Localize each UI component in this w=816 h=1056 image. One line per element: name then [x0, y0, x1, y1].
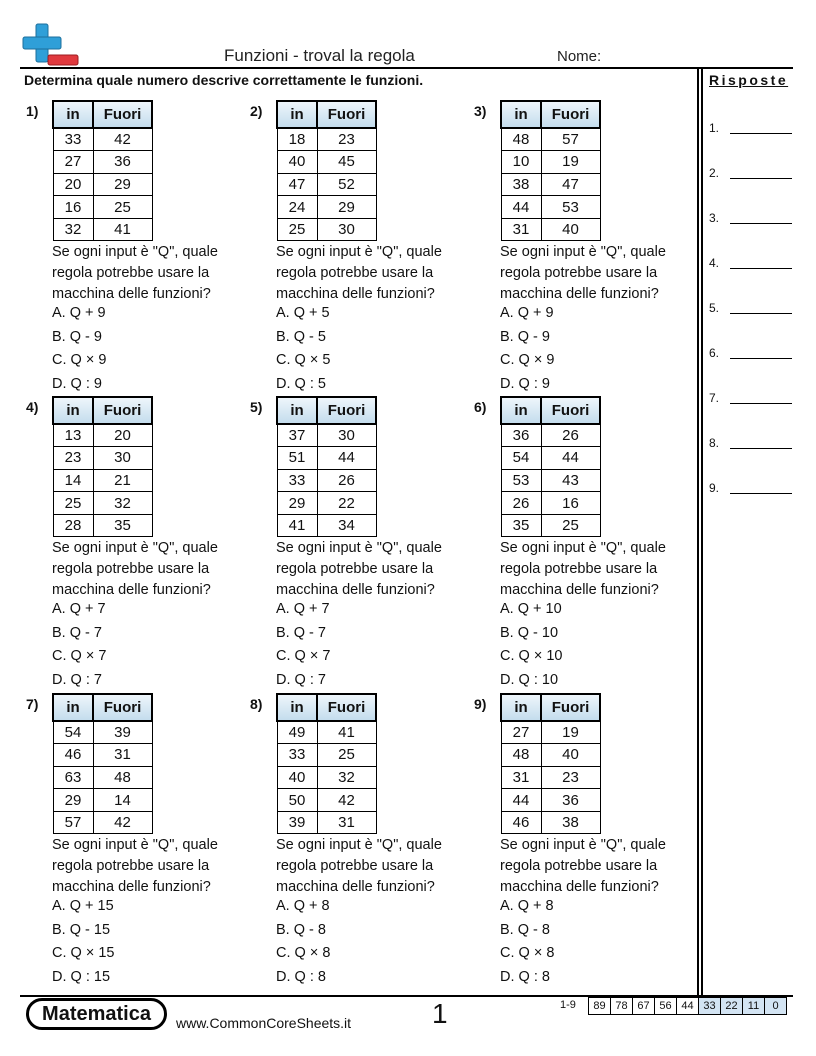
output-cell: 30: [317, 218, 376, 241]
input-cell: 39: [277, 811, 317, 834]
column-header-out: Fuori: [541, 101, 600, 128]
answer-line[interactable]: [709, 391, 793, 405]
output-cell: 48: [93, 766, 152, 789]
question-text: Se ogni input è "Q", quale regola potrebbe usare la macchina delle funzioni?: [276, 540, 442, 598]
column-header-out: Fuori: [93, 101, 152, 128]
answer-option[interactable]: B. Q - 8: [276, 921, 326, 938]
table-row: [501, 469, 600, 492]
output-cell: 31: [93, 744, 152, 767]
answer-blank[interactable]: [730, 493, 792, 494]
column-header-in: in: [53, 397, 93, 424]
problem-2: [250, 100, 465, 396]
table-row: [53, 173, 152, 196]
output-cell: 42: [93, 128, 152, 151]
function-table: [276, 693, 377, 834]
table-row: [277, 128, 376, 151]
output-cell: 21: [93, 469, 152, 492]
column-header-in: in: [53, 694, 93, 721]
answer-option[interactable]: C. Q × 15: [52, 945, 115, 961]
function-table: [52, 693, 153, 834]
table-row: [277, 514, 376, 537]
column-header-in: in: [501, 397, 541, 424]
output-cell: 25: [541, 514, 600, 537]
input-cell: 44: [501, 789, 541, 812]
output-cell: 19: [541, 721, 600, 744]
answer-option[interactable]: D. Q : 7: [52, 671, 102, 688]
name-label: Nome:: [557, 48, 602, 65]
answer-blank[interactable]: [730, 448, 792, 449]
problem-number: 5): [250, 399, 263, 415]
problem-number: 1): [26, 103, 39, 119]
input-cell: 57: [53, 811, 93, 834]
output-cell: 36: [93, 151, 152, 174]
answer-line[interactable]: [709, 301, 793, 315]
question-text: Se ogni input è "Q", quale regola potrebbe usare la macchina delle funzioni?: [52, 540, 218, 598]
table-row: [501, 744, 600, 767]
table-row: [53, 196, 152, 219]
table-row: [53, 151, 152, 174]
column-header-out: Fuori: [541, 694, 600, 721]
answer-option[interactable]: C. Q × 9: [52, 352, 107, 368]
output-cell: 43: [541, 469, 600, 492]
answer-line[interactable]: [709, 211, 793, 225]
answer-option[interactable]: B. Q - 5: [276, 328, 326, 345]
input-cell: 40: [277, 766, 317, 789]
output-cell: 45: [317, 151, 376, 174]
input-cell: 23: [53, 447, 93, 470]
problem-3: [474, 100, 689, 396]
table-row: [277, 469, 376, 492]
table-row: [53, 218, 152, 241]
output-cell: 52: [317, 173, 376, 196]
input-cell: 27: [53, 151, 93, 174]
score-cell: 78: [611, 998, 633, 1015]
output-cell: 29: [317, 196, 376, 219]
answer-line[interactable]: [709, 481, 793, 495]
output-cell: 29: [93, 173, 152, 196]
problem-number: 9): [474, 696, 487, 712]
table-row: [501, 766, 600, 789]
answers-title: Risposte: [709, 72, 789, 88]
input-cell: 49: [277, 721, 317, 744]
logo-icon: [22, 22, 80, 68]
problem-9: [474, 693, 689, 989]
answer-number: 8.: [709, 436, 720, 450]
answer-option[interactable]: A. Q + 8: [276, 898, 330, 914]
answer-option[interactable]: D. Q : 10: [500, 671, 559, 688]
answer-option[interactable]: D. Q : 15: [52, 968, 111, 985]
table-row: [501, 492, 600, 515]
answer-number: 3.: [709, 211, 720, 225]
answer-option[interactable]: D. Q : 9: [52, 375, 102, 392]
table-row: [277, 424, 376, 447]
table-row: [501, 196, 600, 219]
table-row: [277, 789, 376, 812]
input-cell: 40: [277, 151, 317, 174]
column-header-in: in: [277, 694, 317, 721]
input-cell: 25: [277, 218, 317, 241]
input-cell: 16: [53, 196, 93, 219]
column-header-in: in: [277, 101, 317, 128]
table-row: [277, 151, 376, 174]
answer-option[interactable]: A. Q + 5: [276, 305, 330, 321]
table-row: [53, 424, 152, 447]
subject-badge: Matematica: [26, 998, 167, 1030]
answer-blank[interactable]: [730, 223, 792, 224]
score-cell: 33: [699, 998, 721, 1015]
table-row: [277, 744, 376, 767]
input-cell: 33: [277, 469, 317, 492]
answer-option[interactable]: B. Q - 10: [500, 624, 559, 641]
function-table: [500, 396, 601, 537]
problem-number: 4): [26, 399, 39, 415]
answer-option[interactable]: C. Q × 10: [500, 648, 563, 664]
answer-number: 9.: [709, 481, 720, 495]
input-cell: 48: [501, 744, 541, 767]
score-cell: 89: [589, 998, 611, 1015]
table-row: [501, 514, 600, 537]
question-text: Se ogni input è "Q", quale regola potrebbe usare la macchina delle funzioni?: [500, 540, 666, 598]
answer-line[interactable]: [709, 256, 793, 270]
input-cell: 33: [53, 128, 93, 151]
column-header-out: Fuori: [93, 397, 152, 424]
score-cell: 22: [721, 998, 743, 1015]
answer-column-divider: [701, 67, 703, 997]
table-row: [277, 173, 376, 196]
answer-option[interactable]: C. Q × 5: [276, 352, 331, 368]
output-cell: 39: [93, 721, 152, 744]
input-cell: 25: [53, 492, 93, 515]
answer-option[interactable]: D. Q : 7: [276, 671, 326, 688]
answer-option[interactable]: A. Q + 7: [52, 601, 106, 617]
score-cell: 0: [765, 998, 787, 1015]
output-cell: 30: [317, 424, 376, 447]
output-cell: 44: [541, 447, 600, 470]
table-row: [53, 447, 152, 470]
table-row: [501, 811, 600, 834]
input-cell: 24: [277, 196, 317, 219]
column-header-out: Fuori: [317, 694, 376, 721]
output-cell: 31: [317, 811, 376, 834]
output-cell: 14: [93, 789, 152, 812]
instructions: Determina quale numero descrive correttamente le funzioni.: [24, 72, 424, 88]
answer-line[interactable]: [709, 121, 793, 135]
score-table: [588, 997, 787, 1015]
table-row: [53, 128, 152, 151]
answer-blank[interactable]: [730, 178, 792, 179]
table-row: [277, 196, 376, 219]
input-cell: 32: [53, 218, 93, 241]
answer-option[interactable]: C. Q × 7: [52, 648, 107, 664]
table-row: [277, 721, 376, 744]
output-cell: 41: [93, 218, 152, 241]
answer-option[interactable]: B. Q - 7: [52, 624, 102, 641]
answer-option[interactable]: A. Q + 8: [500, 898, 554, 914]
output-cell: 44: [317, 447, 376, 470]
table-row: [53, 514, 152, 537]
input-cell: 31: [501, 218, 541, 241]
output-cell: 42: [93, 811, 152, 834]
question-text: Se ogni input è "Q", quale regola potrebbe usare la macchina delle funzioni?: [500, 837, 666, 895]
output-cell: 32: [317, 766, 376, 789]
problem-4: [26, 396, 241, 692]
worksheet-title: Funzioni - troval la regola: [224, 46, 415, 65]
table-row: [53, 766, 152, 789]
answer-number: 6.: [709, 346, 720, 360]
input-cell: 20: [53, 173, 93, 196]
input-cell: 10: [501, 151, 541, 174]
output-cell: 26: [317, 469, 376, 492]
input-cell: 46: [501, 811, 541, 834]
output-cell: 25: [93, 196, 152, 219]
answer-option[interactable]: B. Q - 8: [500, 921, 550, 938]
question-text: Se ogni input è "Q", quale regola potrebbe usare la macchina delle funzioni?: [276, 244, 442, 302]
answer-option[interactable]: D. Q : 5: [276, 375, 326, 392]
input-cell: 50: [277, 789, 317, 812]
table-row: [277, 218, 376, 241]
answer-line[interactable]: [709, 436, 793, 450]
input-cell: 51: [277, 447, 317, 470]
problem-7: [26, 693, 241, 989]
function-table: [52, 396, 153, 537]
input-cell: 26: [501, 492, 541, 515]
output-cell: 42: [317, 789, 376, 812]
score-cell: 67: [633, 998, 655, 1015]
table-row: [53, 469, 152, 492]
problem-number: 7): [26, 696, 39, 712]
answer-blank[interactable]: [730, 313, 792, 314]
table-row: [501, 447, 600, 470]
table-row: [53, 789, 152, 812]
answer-number: 2.: [709, 166, 720, 180]
column-header-in: in: [501, 101, 541, 128]
answer-option[interactable]: B. Q - 7: [276, 624, 326, 641]
output-cell: 25: [317, 744, 376, 767]
input-cell: 63: [53, 766, 93, 789]
answer-option[interactable]: A. Q + 9: [500, 305, 554, 321]
answer-option[interactable]: B. Q - 9: [500, 328, 550, 345]
answer-option[interactable]: C. Q × 8: [276, 945, 331, 961]
output-cell: 23: [541, 766, 600, 789]
table-row: [501, 424, 600, 447]
answer-option[interactable]: A. Q + 10: [500, 601, 562, 617]
table-row: [53, 492, 152, 515]
output-cell: 35: [93, 514, 152, 537]
input-cell: 44: [501, 196, 541, 219]
function-table: [500, 100, 601, 241]
column-header-in: in: [501, 694, 541, 721]
table-row: [277, 811, 376, 834]
answer-blank[interactable]: [730, 268, 792, 269]
column-header-out: Fuori: [317, 101, 376, 128]
function-table: [500, 693, 601, 834]
input-cell: 29: [53, 789, 93, 812]
input-cell: 47: [277, 173, 317, 196]
question-text: Se ogni input è "Q", quale regola potrebbe usare la macchina delle funzioni?: [276, 837, 442, 895]
column-header-out: Fuori: [317, 397, 376, 424]
top-divider: [20, 67, 793, 69]
answer-option[interactable]: D. Q : 9: [500, 375, 550, 392]
output-cell: 47: [541, 173, 600, 196]
input-cell: 53: [501, 469, 541, 492]
table-row: [501, 173, 600, 196]
problem-8: [250, 693, 465, 989]
input-cell: 29: [277, 492, 317, 515]
input-cell: 48: [501, 128, 541, 151]
input-cell: 27: [501, 721, 541, 744]
problem-5: [250, 396, 465, 692]
site-url[interactable]: www.CommonCoreSheets.it: [176, 1015, 352, 1031]
table-row: [53, 744, 152, 767]
table-row: [501, 789, 600, 812]
output-cell: 16: [541, 492, 600, 515]
output-cell: 36: [541, 789, 600, 812]
table-row: [53, 721, 152, 744]
table-row: [277, 492, 376, 515]
input-cell: 28: [53, 514, 93, 537]
input-cell: 13: [53, 424, 93, 447]
page-number: 1: [432, 998, 448, 1029]
answer-option[interactable]: C. Q × 8: [500, 945, 555, 961]
column-header-in: in: [53, 101, 93, 128]
answer-blank[interactable]: [730, 133, 792, 134]
answer-number: 4.: [709, 256, 720, 270]
answer-option[interactable]: A. Q + 7: [276, 601, 330, 617]
answer-number: 7.: [709, 391, 720, 405]
input-cell: 36: [501, 424, 541, 447]
answer-option[interactable]: B. Q - 9: [52, 328, 102, 345]
input-cell: 54: [501, 447, 541, 470]
input-cell: 37: [277, 424, 317, 447]
input-cell: 31: [501, 766, 541, 789]
problem-6: [474, 396, 689, 692]
input-cell: 14: [53, 469, 93, 492]
input-cell: 33: [277, 744, 317, 767]
answer-option[interactable]: C. Q × 9: [500, 352, 555, 368]
problem-number: 8): [250, 696, 263, 712]
output-cell: 57: [541, 128, 600, 151]
answer-column-divider: [697, 67, 699, 997]
output-cell: 22: [317, 492, 376, 515]
answer-option[interactable]: A. Q + 15: [52, 898, 114, 914]
answer-option[interactable]: D. Q : 8: [276, 968, 326, 985]
answer-option[interactable]: C. Q × 7: [276, 648, 331, 664]
output-cell: 20: [93, 424, 152, 447]
table-row: [53, 811, 152, 834]
problem-number: 2): [250, 103, 263, 119]
question-text: Se ogni input è "Q", quale regola potrebbe usare la macchina delle funzioni?: [52, 837, 218, 895]
table-row: [501, 721, 600, 744]
input-cell: 18: [277, 128, 317, 151]
function-table: [52, 100, 153, 241]
output-cell: 38: [541, 811, 600, 834]
answer-option[interactable]: B. Q - 15: [52, 921, 111, 938]
output-cell: 41: [317, 721, 376, 744]
answer-number: 1.: [709, 121, 720, 135]
input-cell: 54: [53, 721, 93, 744]
output-cell: 26: [541, 424, 600, 447]
answer-number: 5.: [709, 301, 720, 315]
input-cell: 38: [501, 173, 541, 196]
answer-line[interactable]: [709, 166, 793, 180]
answer-blank[interactable]: [730, 403, 792, 404]
answer-option[interactable]: A. Q + 9: [52, 305, 106, 321]
input-cell: 35: [501, 514, 541, 537]
score-cell: 56: [655, 998, 677, 1015]
output-cell: 32: [93, 492, 152, 515]
table-row: [501, 151, 600, 174]
function-table: [276, 100, 377, 241]
output-cell: 30: [93, 447, 152, 470]
table-row: [277, 447, 376, 470]
problem-1: [26, 100, 241, 396]
output-cell: 40: [541, 744, 600, 767]
answer-option[interactable]: D. Q : 8: [500, 968, 550, 985]
output-cell: 40: [541, 218, 600, 241]
column-header-out: Fuori: [93, 694, 152, 721]
score-cell: 11: [743, 998, 765, 1015]
problem-number: 6): [474, 399, 487, 415]
input-cell: 46: [53, 744, 93, 767]
answer-blank[interactable]: [730, 358, 792, 359]
problem-number: 3): [474, 103, 487, 119]
input-cell: 41: [277, 514, 317, 537]
score-range-label: 1-9: [560, 999, 576, 1011]
column-header-out: Fuori: [541, 397, 600, 424]
answer-line[interactable]: [709, 346, 793, 360]
output-cell: 53: [541, 196, 600, 219]
output-cell: 19: [541, 151, 600, 174]
table-row: [501, 218, 600, 241]
output-cell: 23: [317, 128, 376, 151]
column-header-in: in: [277, 397, 317, 424]
output-cell: 34: [317, 514, 376, 537]
question-text: Se ogni input è "Q", quale regola potrebbe usare la macchina delle funzioni?: [52, 244, 218, 302]
question-text: Se ogni input è "Q", quale regola potrebbe usare la macchina delle funzioni?: [500, 244, 666, 302]
table-row: [501, 128, 600, 151]
function-table: [276, 396, 377, 537]
score-cell: 44: [677, 998, 699, 1015]
table-row: [277, 766, 376, 789]
